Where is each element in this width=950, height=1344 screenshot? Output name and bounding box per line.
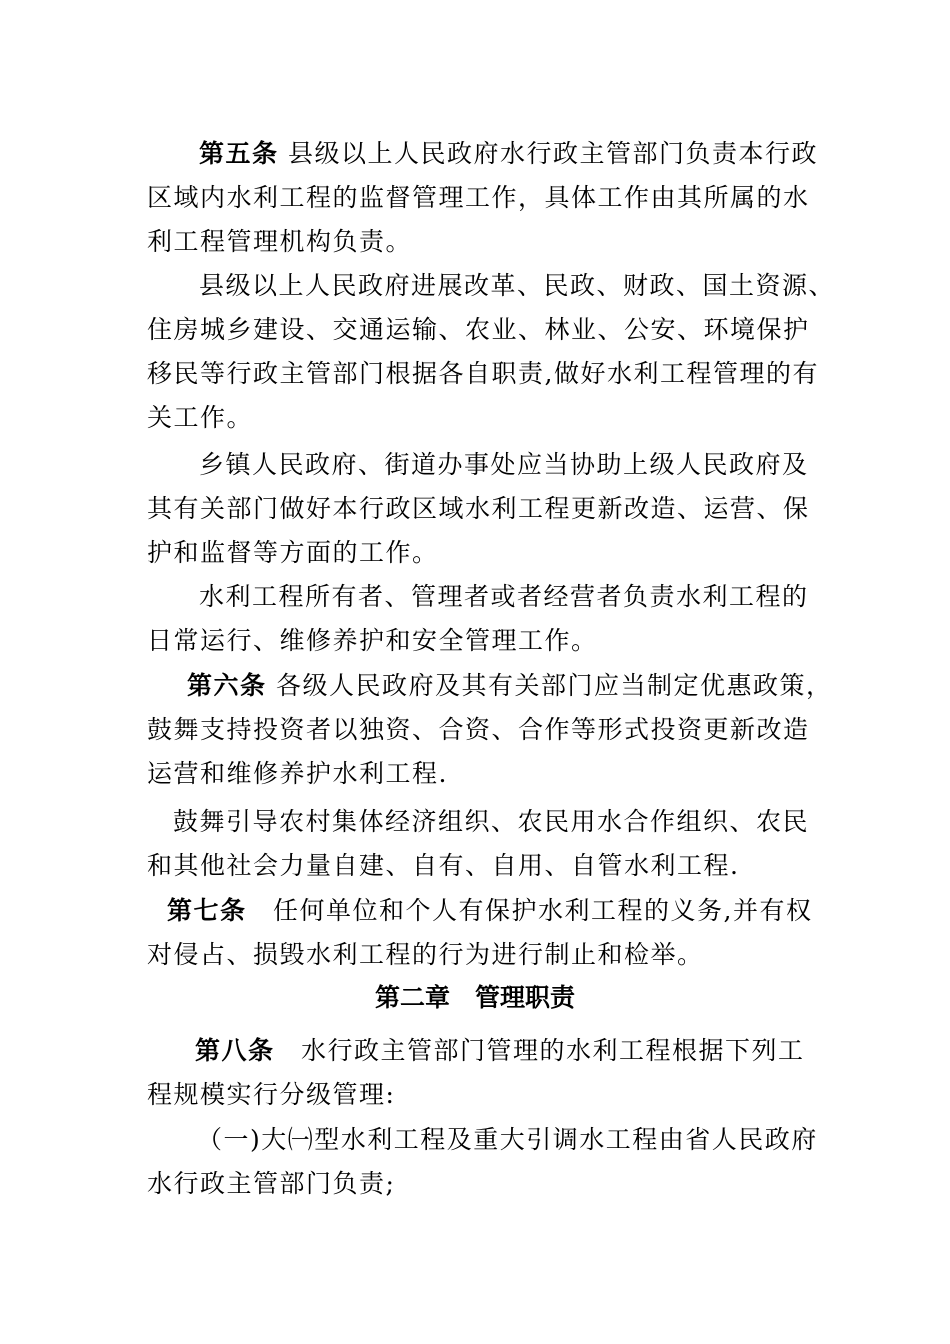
- article-8-paragraph: [147, 1029, 827, 1117]
- paragraph-townships-line-1: 乡镇人民政府、街道办事处应当协助上级人民政府及: [199, 450, 809, 479]
- item-1-line-1: （一)大㈠型水利工程及重大引调水工程由省人民政府: [197, 1125, 818, 1154]
- item-1-line-2: 水行政主管部门负责;: [147, 1169, 396, 1198]
- paragraph-owners-line-1: 水利工程所有者、管理者或者经营者负责水利工程的: [199, 582, 809, 611]
- article-7-label: 第七条: [167, 896, 247, 925]
- article-6-line-2: 鼓舞支持投资者以独资、合资、合作等形式投资更新改造: [147, 715, 810, 744]
- article-5-label: 第五条: [199, 139, 279, 168]
- paragraph-collectives-line-1: 鼓舞引导农村集体经济组织、农民用水合作组织、农民: [173, 807, 810, 836]
- paragraph-departments-line-3: 移民等行政主管部门根据各自职责,做好水利工程管理的有: [147, 359, 819, 388]
- paragraph-townships: [147, 443, 827, 575]
- article-7-line-2: 对侵占、损毁水利工程的行为进行制止和检举。: [147, 940, 704, 969]
- article-5-paragraph: [147, 132, 827, 264]
- paragraph-owners-line-2: 日常运行、维修养护和安全管理工作。: [147, 626, 598, 655]
- article-6-label: 第六条: [187, 671, 267, 700]
- article-8-line-2: 程规模实行分级管理:: [147, 1080, 396, 1109]
- chapter-2-heading: 第二章 管理职责: [374, 983, 575, 1012]
- paragraph-collectives-line-2: 和其他社会力量自建、自有、自用、自管水利工程.: [147, 851, 740, 880]
- paragraph-departments: [147, 264, 836, 440]
- article-8-line-1: 水行政主管部门管理的水利工程根据下列工: [274, 1036, 805, 1065]
- paragraph-departments-line-4: 关工作。: [147, 403, 254, 432]
- article-7-paragraph: [147, 889, 827, 977]
- article-5-line-2: 区域内水利工程的监督管理工作，具体工作由其所属的水: [147, 183, 810, 212]
- paragraph-owners: [147, 575, 827, 663]
- article-6-paragraph: [147, 664, 833, 796]
- article-6-line-1: 各级人民政府及其有关部门应当制定优惠政策，: [266, 671, 833, 700]
- paragraph-townships-line-3: 护和监督等方面的工作。: [147, 538, 439, 567]
- paragraph-departments-line-2: 住房城乡建设、交通运输、农业、林业、公安、环境保护: [147, 315, 810, 344]
- article-8-label: 第八条: [195, 1036, 275, 1065]
- article-5-line-1: 县级以上人民政府水行政主管部门负责本行政: [278, 139, 818, 168]
- article-6-line-3: 运营和维修养护水利工程.: [147, 759, 448, 788]
- item-1-paragraph: [147, 1118, 827, 1206]
- article-7-line-1: 任何单位和个人有保护水利工程的义务,并有权: [246, 896, 813, 925]
- article-5-line-3: 利工程管理机构负责。: [147, 227, 413, 256]
- paragraph-collectives: [147, 800, 827, 888]
- paragraph-departments-line-1: 县级以上人民政府进展改革、民政、财政、国土资源、: [199, 271, 836, 300]
- paragraph-townships-line-2: 其有关部门做好本行政区域水利工程更新改造、运营、保: [147, 494, 810, 523]
